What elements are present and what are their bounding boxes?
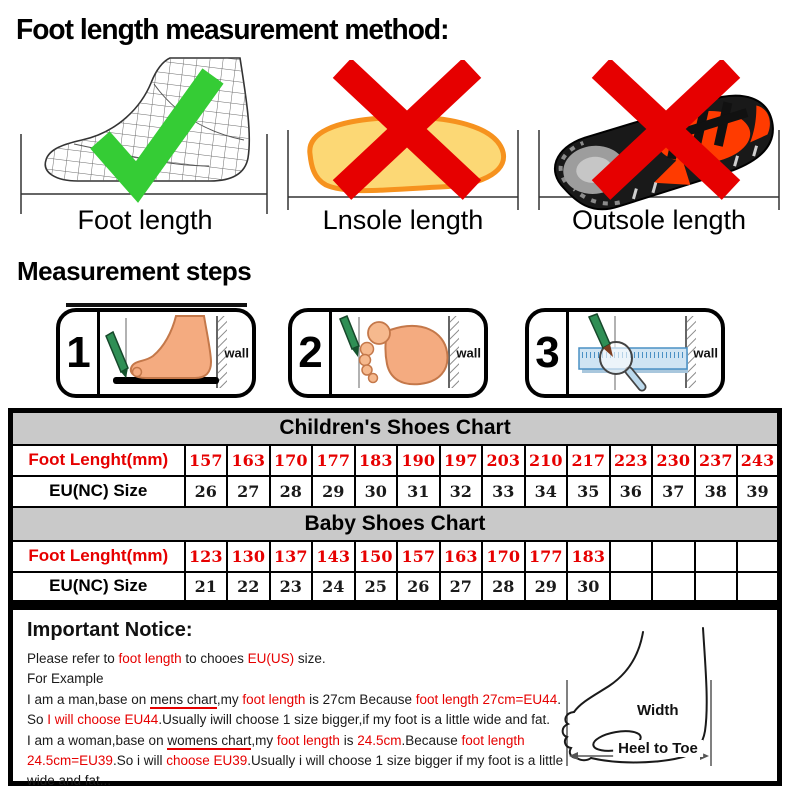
cell: 21: [185, 572, 228, 603]
notice-line: wide and fat...: [27, 773, 112, 789]
pencil-icon: [589, 314, 610, 348]
cell: 197: [440, 445, 483, 476]
important-notice-box: [8, 605, 782, 789]
step-number: 2: [292, 312, 332, 394]
row-label: EU(NC) Size: [11, 572, 185, 603]
cell: 28: [270, 476, 313, 507]
insole-illustration: [282, 60, 524, 212]
step-number: 3: [529, 312, 569, 394]
cell: 27: [227, 476, 270, 507]
cell: 157: [397, 541, 440, 572]
steps-heading: Measurement steps: [17, 256, 252, 286]
cell: 27: [440, 572, 483, 603]
cell: 170: [482, 541, 525, 572]
cell: 25: [355, 572, 398, 603]
cell: 38: [695, 476, 738, 507]
cell: 237: [695, 445, 738, 476]
width-label: Width: [637, 702, 679, 719]
step-number: 1: [60, 312, 100, 394]
cell: [652, 572, 695, 603]
cell: 39: [737, 476, 780, 507]
notice-heading: Important Notice:: [27, 619, 193, 641]
step-box-3: [525, 308, 725, 398]
cell: 35: [567, 476, 610, 507]
step-illustration: [569, 312, 721, 394]
cell: 26: [397, 572, 440, 603]
cell: 32: [440, 476, 483, 507]
size-chart-table: [8, 408, 782, 605]
row-label: EU(NC) Size: [11, 476, 185, 507]
cell: 29: [525, 572, 568, 603]
figure-label: Lnsole length: [322, 205, 484, 235]
cell: [695, 572, 738, 603]
cell: 177: [525, 541, 568, 572]
foot-wireframe-illustration: [14, 54, 276, 214]
cell: 137: [270, 541, 313, 572]
cell: 24: [312, 572, 355, 603]
figure-label: Outsole length: [571, 205, 747, 235]
cell: 183: [567, 541, 610, 572]
cell: [737, 541, 780, 572]
figure-label: Foot length: [77, 205, 213, 235]
cell: [737, 572, 780, 603]
steps-heading-underline: [66, 303, 247, 307]
cell: 22: [227, 572, 270, 603]
cell: 183: [355, 445, 398, 476]
chart-title: Baby Shoes Chart: [11, 507, 780, 541]
chart-title-row: [11, 411, 780, 445]
cell: 210: [525, 445, 568, 476]
table-row: [11, 572, 780, 603]
cell: 163: [227, 445, 270, 476]
cell: 170: [270, 445, 313, 476]
cell: 190: [397, 445, 440, 476]
row-label: Foot Lenght(mm): [11, 541, 185, 572]
pencil-icon: [340, 316, 359, 349]
cell: 157: [185, 445, 228, 476]
cell: 143: [312, 541, 355, 572]
wall-label: wall: [456, 345, 481, 361]
step-illustration: [332, 312, 484, 394]
table-row: [11, 445, 780, 476]
cell: 28: [482, 572, 525, 603]
cell: [652, 541, 695, 572]
cell: 243: [737, 445, 780, 476]
cell: 130: [227, 541, 270, 572]
cell: 29: [312, 476, 355, 507]
page-title: Foot length measurement method:: [16, 14, 449, 46]
cell: 30: [355, 476, 398, 507]
cell: 23: [270, 572, 313, 603]
table-row: [11, 541, 780, 572]
cell: 177: [312, 445, 355, 476]
cell: 37: [652, 476, 695, 507]
table-row: [11, 476, 780, 507]
foot-length-figure: [14, 54, 276, 214]
step-illustration: [100, 312, 252, 394]
cell: [610, 541, 653, 572]
step-box-2: [288, 308, 488, 398]
heel-to-toe-label: Heel to Toe: [613, 740, 703, 757]
outsole-illustration: [533, 60, 785, 212]
wall-label: wall: [693, 345, 718, 361]
cell: 36: [610, 476, 653, 507]
cell: 163: [440, 541, 483, 572]
outsole-figure: [533, 60, 785, 212]
notice-line: So I will choose EU44.Usually iwill choose 1 size bigger,if my foot is a little wide and fat.: [27, 712, 551, 728]
cell: [695, 541, 738, 572]
pencil-icon: [106, 332, 128, 372]
notice-line: I am a man,base on mens chart,my foot length is 27cm Because foot length 27cm=EU44.: [27, 691, 561, 707]
cell: 26: [185, 476, 228, 507]
row-label: Foot Lenght(mm): [11, 445, 185, 476]
cell: 30: [567, 572, 610, 603]
cell: 230: [652, 445, 695, 476]
notice-line: For Example: [27, 671, 104, 687]
cell: 203: [482, 445, 525, 476]
cell: 217: [567, 445, 610, 476]
cell: 34: [525, 476, 568, 507]
cell: 223: [610, 445, 653, 476]
cell: 31: [397, 476, 440, 507]
wall-label: wall: [224, 345, 249, 361]
notice-line: Please refer to foot length to chooes EU(US) size.: [27, 651, 326, 666]
step-box-1: [56, 308, 256, 398]
notice-line: 24.5cm=EU39.So i will choose EU39.Usually i will choose 1 size bigger if my foot is a little: [27, 753, 564, 769]
cell: 33: [482, 476, 525, 507]
cell: [610, 572, 653, 603]
cell: 150: [355, 541, 398, 572]
cell: 123: [185, 541, 228, 572]
notice-line: I am a woman,base on womens chart,my foot length is 24.5cm.Because foot length: [27, 732, 525, 748]
insole-figure: [282, 60, 524, 212]
chart-title-row: [11, 507, 780, 541]
chart-title: Children's Shoes Chart: [11, 411, 780, 445]
